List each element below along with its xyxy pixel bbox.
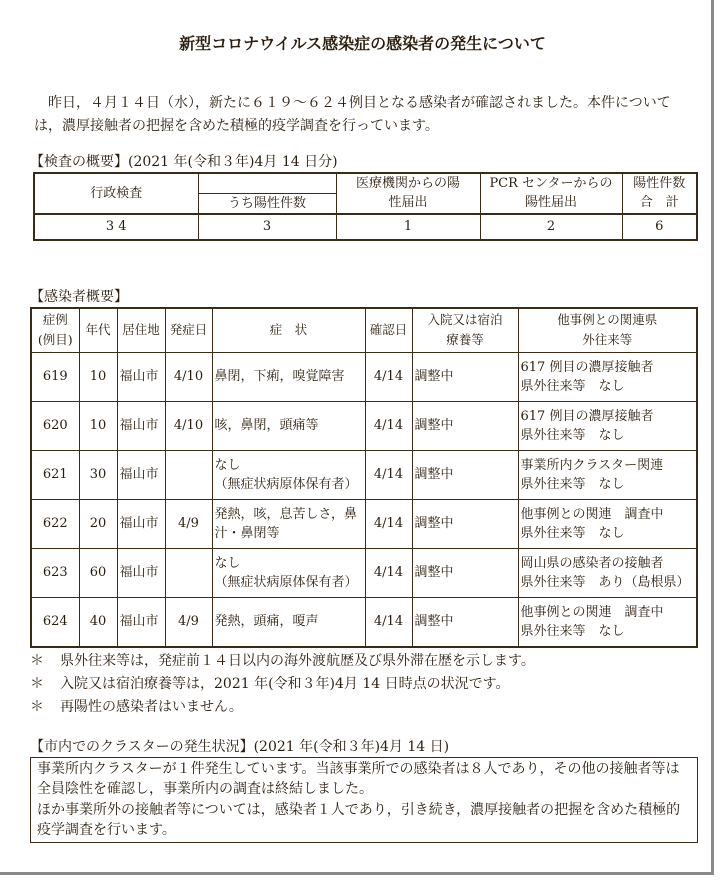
relation-cell <box>518 597 697 647</box>
age-cell <box>79 597 117 647</box>
residence-cell-text: 福山市 <box>119 516 159 531</box>
travel-text: 県外往来等 なし <box>520 525 625 541</box>
relation-cell <box>518 548 697 597</box>
header-spacer <box>198 173 336 193</box>
table-row <box>31 401 697 450</box>
onset-cell-text: 4/9 <box>178 614 199 629</box>
status-cell-text: 調整中 <box>414 565 454 580</box>
residence-cell <box>117 548 165 597</box>
symptoms-cell <box>212 401 365 450</box>
travel-text: 県外往来等 あり（島根県） <box>520 574 690 590</box>
age-cell <box>79 352 117 401</box>
status-cell <box>412 401 518 450</box>
relation-cell <box>518 450 697 499</box>
relation-text: 617 例目の濃厚接触者 <box>520 359 654 375</box>
relation-text: 岡山県の感染者の接触者 <box>520 555 664 571</box>
case-cell-text: 620 <box>42 418 68 433</box>
status-cell <box>412 499 518 548</box>
onset-cell <box>165 548 212 597</box>
confirmed-cell <box>365 597 412 647</box>
header-case: 症例(例目) <box>31 308 79 353</box>
travel-text: 県外往来等 なし <box>520 476 625 492</box>
header-medical: 医療機関からの陽性届出 <box>336 173 480 214</box>
status-cell-text: 調整中 <box>414 369 454 384</box>
onset-cell-text: 4/10 <box>173 418 204 433</box>
header-pcr: PCR センターからの陽性届出 <box>480 173 622 214</box>
age-cell-text: 60 <box>89 565 107 580</box>
cases-heading: 【感染者概要】 <box>30 288 128 305</box>
confirmed-cell <box>365 352 412 401</box>
note-mark: ＊ <box>30 698 44 715</box>
case-cell-text: 623 <box>42 565 68 580</box>
relation-cell <box>518 401 697 450</box>
cases-table <box>30 307 698 648</box>
value-total: 6 <box>622 214 697 240</box>
header-status: 入院又は宿泊療養等 <box>412 308 518 353</box>
intro-text: 昨日，４月１４日（水），新たに６１９～６２４例目となる感染者が確認されました。本件については，濃厚接触者の把握を含めた積極的疫学調査を行っています。 <box>34 95 671 134</box>
header-onset: 発症日 <box>165 308 212 353</box>
header-relation: 他事例との関連県外往来等 <box>518 308 697 353</box>
confirmed-cell <box>365 548 412 597</box>
case-cell <box>31 352 79 401</box>
note-text: 再陽性の感染者はいません。 <box>60 698 243 715</box>
cluster-text-1: 事業所内クラスターが１件発生しています。当該事業所での感染者は８人であり，その他の接触者等は全員陰性を確認し，事業所内の調査は終結しました。 <box>37 760 680 797</box>
table-row <box>31 450 697 499</box>
confirmed-cell-text: 4/14 <box>373 565 404 580</box>
table-row <box>31 548 697 597</box>
status-cell-text: 調整中 <box>414 516 454 531</box>
confirmed-cell-text: 4/14 <box>373 516 404 531</box>
header-admin-positive: うち陽性件数 <box>198 193 336 214</box>
residence-cell-text: 福山市 <box>119 369 159 384</box>
note <box>30 673 695 696</box>
notes <box>30 650 695 719</box>
onset-cell-text: 4/9 <box>178 516 199 531</box>
age-cell <box>79 548 117 597</box>
header-admin: 行政検査 <box>34 173 198 214</box>
status-cell <box>412 352 518 401</box>
header-symptoms: 症 状 <box>212 308 365 353</box>
age-cell <box>79 401 117 450</box>
case-cell <box>31 597 79 647</box>
note-text: 入院又は宿泊療養等は，2021 年(令和３年)4月 14 日時点の状況です。 <box>60 675 510 692</box>
header-confirmed: 確認日 <box>365 308 412 353</box>
residence-cell <box>117 401 165 450</box>
cluster-heading: 【市内でのクラスターの発生状況】(2021 年(令和３年)4月 14 日) <box>30 738 450 755</box>
symptoms-cell-text: なし （無症状病原体保有者） <box>214 457 358 492</box>
residence-cell <box>117 450 165 499</box>
case-cell <box>31 548 79 597</box>
confirmed-cell-text: 4/14 <box>373 369 404 384</box>
table-row <box>31 597 697 647</box>
status-cell <box>412 548 518 597</box>
header-age: 年代 <box>79 308 117 353</box>
value-admin: 3 4 <box>34 214 198 240</box>
symptoms-cell <box>212 499 365 548</box>
age-cell-text: 40 <box>89 614 107 629</box>
value-admin-positive: 3 <box>198 214 336 240</box>
relation-cell <box>518 352 697 401</box>
case-cell <box>31 401 79 450</box>
case-cell-text: 621 <box>42 467 68 482</box>
relation-text: 他事例との関連 調査中 <box>520 506 664 522</box>
status-cell-text: 調整中 <box>414 418 454 433</box>
test-summary-table <box>33 172 698 241</box>
symptoms-cell-text: 鼻閉，下痢，嗅覚障害 <box>214 369 345 384</box>
age-cell-text: 30 <box>89 467 107 482</box>
header-residence: 居住地 <box>117 308 165 353</box>
status-cell <box>412 450 518 499</box>
residence-cell-text: 福山市 <box>119 467 159 482</box>
symptoms-cell-text: 発熱，咳，息苦しさ，鼻汁・鼻閉等 <box>214 506 357 541</box>
residence-cell <box>117 597 165 647</box>
symptoms-cell <box>212 548 365 597</box>
status-cell <box>412 597 518 647</box>
status-cell-text: 調整中 <box>414 614 454 629</box>
residence-cell <box>117 352 165 401</box>
residence-cell-text: 福山市 <box>119 418 159 433</box>
header-row <box>31 308 697 353</box>
symptoms-cell <box>212 352 365 401</box>
onset-cell <box>165 401 212 450</box>
confirmed-cell <box>365 499 412 548</box>
confirmed-cell-text: 4/14 <box>373 614 404 629</box>
symptoms-cell-text: 咳，鼻閉，頭痛等 <box>214 418 319 433</box>
case-cell-text: 624 <box>42 614 68 629</box>
value-medical: 1 <box>336 214 480 240</box>
symptoms-cell <box>212 450 365 499</box>
note-mark: ＊ <box>30 652 44 669</box>
note <box>30 650 695 673</box>
table-row <box>31 352 697 401</box>
cluster-text-2: ほか事業所外の接触者等については，感染者１人であり，引き続き，濃厚接触者の把握を含めた積極的疫学調査を行います。 <box>37 801 681 838</box>
value-pcr: 2 <box>480 214 622 240</box>
age-cell <box>79 499 117 548</box>
age-cell <box>79 450 117 499</box>
travel-text: 県外往来等 なし <box>520 623 625 639</box>
case-cell <box>31 499 79 548</box>
relation-cell <box>518 499 697 548</box>
note-mark: ＊ <box>30 675 44 692</box>
status-cell-text: 調整中 <box>414 467 454 482</box>
confirmed-cell-text: 4/14 <box>373 467 404 482</box>
residence-cell <box>117 499 165 548</box>
travel-text: 県外往来等 なし <box>520 427 625 443</box>
onset-cell <box>165 352 212 401</box>
symptoms-cell <box>212 597 365 647</box>
confirmed-cell <box>365 450 412 499</box>
case-cell-text: 619 <box>42 369 68 384</box>
confirmed-cell <box>365 401 412 450</box>
age-cell-text: 10 <box>89 369 107 384</box>
header-total: 陽性件数合 計 <box>622 173 697 214</box>
travel-text: 県外往来等 なし <box>520 378 625 394</box>
relation-text: 事業所内クラスター関連 <box>520 457 664 473</box>
page-title: 新型コロナウイルス感染症の感染者の発生について <box>179 34 546 53</box>
residence-cell-text: 福山市 <box>119 565 159 580</box>
relation-text: 他事例との関連 調査中 <box>520 604 664 620</box>
note-text: 県外往来等は，発症前１４日以内の海外渡航歴及び県外滞在歴を示します。 <box>60 652 535 669</box>
onset-cell <box>165 597 212 647</box>
case-cell-text: 622 <box>42 516 68 531</box>
residence-cell-text: 福山市 <box>119 614 159 629</box>
onset-cell-text: 4/10 <box>173 369 204 384</box>
table-row <box>31 499 697 548</box>
cluster-box <box>30 757 698 843</box>
test-summary-heading: 【検査の概要】(2021 年(令和３年)4月 14 日分) <box>30 154 338 170</box>
note <box>30 696 695 719</box>
age-cell-text: 20 <box>89 516 107 531</box>
confirmed-cell-text: 4/14 <box>373 418 404 433</box>
symptoms-cell-text: なし （無症状病原体保有者） <box>214 555 358 590</box>
symptoms-cell-text: 発熱，頭痛，嗄声 <box>214 614 319 629</box>
case-cell <box>31 450 79 499</box>
onset-cell <box>165 499 212 548</box>
age-cell-text: 10 <box>89 418 107 433</box>
relation-text: 617 例目の濃厚接触者 <box>520 408 654 424</box>
onset-cell <box>165 450 212 499</box>
